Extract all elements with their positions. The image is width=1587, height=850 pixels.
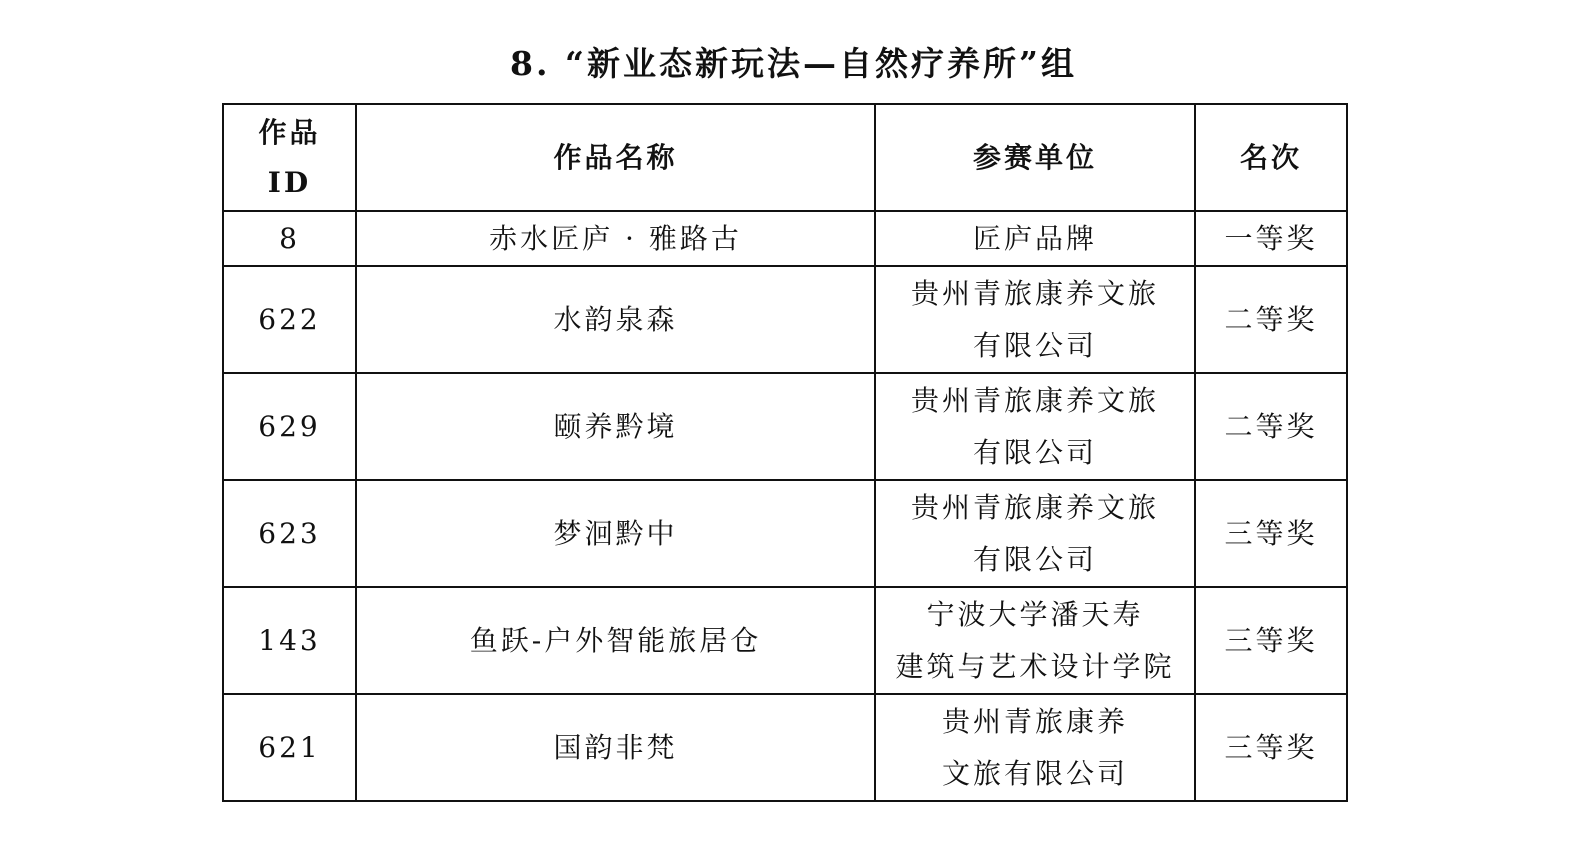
cell-id: 621	[223, 694, 356, 801]
cell-unit-line1: 贵州青旅康养文旅	[910, 490, 1159, 524]
cell-unit-line1: 宁波大学潘天寿	[926, 597, 1144, 631]
table-row	[223, 587, 1347, 694]
cell-rank: 三等奖	[1195, 480, 1347, 587]
cell-id: 623	[223, 480, 356, 587]
header-id-line1: 作品	[258, 115, 321, 149]
cell-name: 颐养黔境	[356, 373, 875, 480]
cell-unit-line2: 建筑与艺术设计学院	[895, 649, 1175, 683]
awards-table	[222, 103, 1348, 802]
cell-rank: 二等奖	[1195, 373, 1347, 480]
cell-name: 赤水匠庐 · 雅路古	[356, 211, 875, 266]
header-name: 作品名称	[356, 104, 875, 211]
cell-unit	[875, 373, 1195, 480]
table-row	[223, 266, 1347, 373]
table-row	[223, 211, 1347, 266]
header-id	[223, 104, 356, 211]
cell-unit	[875, 266, 1195, 373]
page-title: 8. “新业态新玩法—自然疗养所”组	[510, 44, 1077, 83]
header-unit: 参赛单位	[875, 104, 1195, 211]
cell-unit	[875, 694, 1195, 801]
cell-unit-line1: 贵州青旅康养文旅	[910, 276, 1159, 310]
cell-rank: 二等奖	[1195, 266, 1347, 373]
cell-name: 水韵泉森	[356, 266, 875, 373]
table-row	[223, 694, 1347, 801]
cell-rank: 三等奖	[1195, 694, 1347, 801]
cell-unit-line2: 文旅有限公司	[941, 756, 1128, 790]
cell-unit-line2: 有限公司	[972, 542, 1097, 576]
table-row	[223, 373, 1347, 480]
cell-unit-line1: 贵州青旅康养	[941, 704, 1128, 738]
cell-unit	[875, 480, 1195, 587]
cell-unit-line2: 有限公司	[972, 435, 1097, 469]
cell-unit	[875, 211, 1195, 266]
header-id-line2: ID	[267, 165, 312, 199]
header-rank: 名次	[1195, 104, 1347, 211]
table-header-row	[223, 104, 1347, 211]
table-row	[223, 480, 1347, 587]
cell-id: 143	[223, 587, 356, 694]
cell-id: 629	[223, 373, 356, 480]
cell-name: 国韵非梵	[356, 694, 875, 801]
cell-unit	[875, 587, 1195, 694]
cell-rank: 三等奖	[1195, 587, 1347, 694]
cell-rank: 一等奖	[1195, 211, 1347, 266]
cell-unit-line1: 贵州青旅康养文旅	[910, 383, 1159, 417]
cell-id: 8	[223, 211, 356, 266]
cell-name: 鱼跃-户外智能旅居仓	[356, 587, 875, 694]
cell-id: 622	[223, 266, 356, 373]
cell-name: 梦洄黔中	[356, 480, 875, 587]
cell-unit-line1: 匠庐品牌	[972, 221, 1097, 255]
cell-unit-line2: 有限公司	[972, 328, 1097, 362]
